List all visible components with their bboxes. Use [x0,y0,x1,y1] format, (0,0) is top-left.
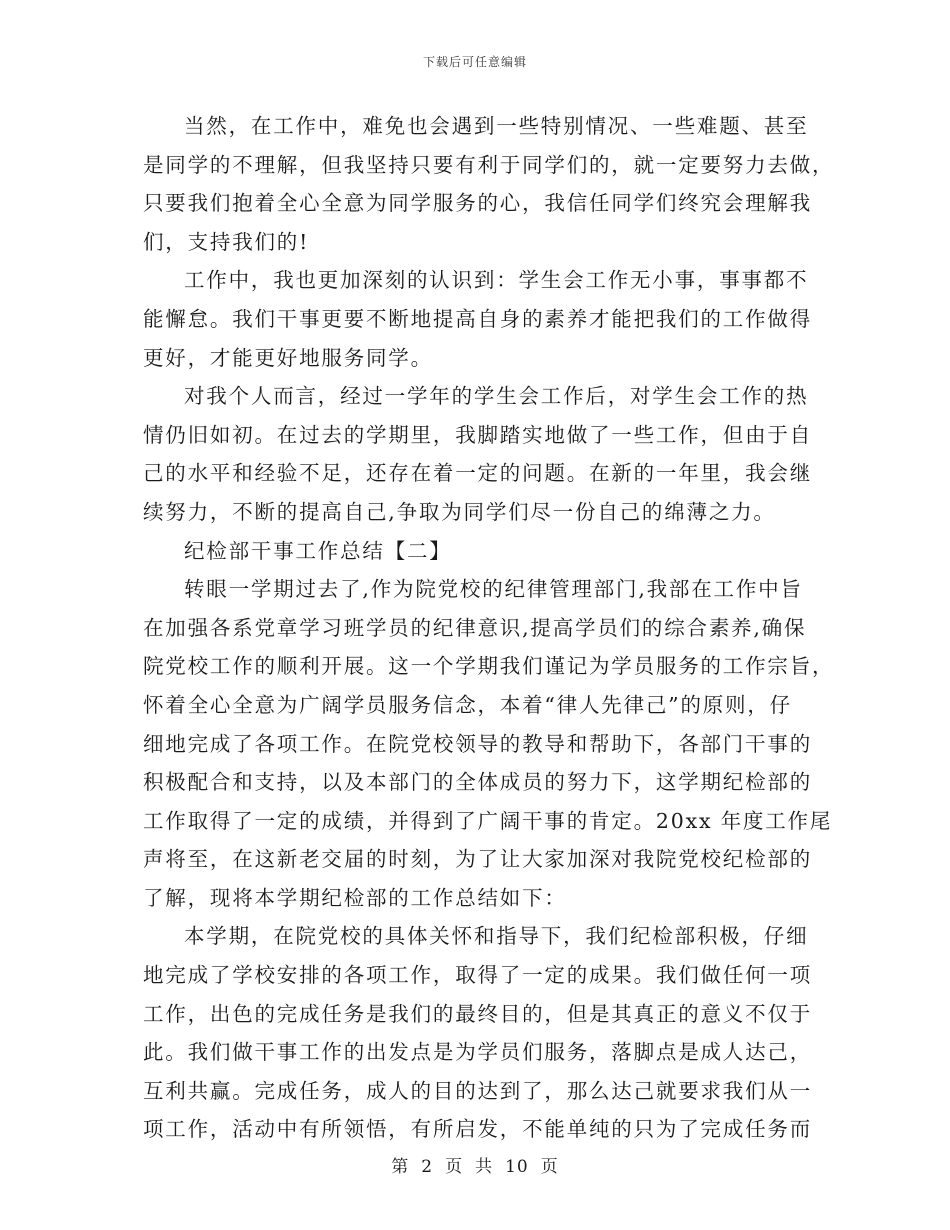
text-line: 当然，在工作中，难免也会遇到一些特别情况、一些难题、甚至 [184,114,809,138]
text-line: 对我个人而言，经过一学年的学生会工作后，对学生会工作的热 [184,384,809,409]
text-line: 己的水平和经验不足，还存在着一定的问题。在新的一年里，我会继 [143,461,812,486]
text-line: 积极配合和支持，以及本部门的全体成员的努力下，这学期纪检部的 [143,770,812,795]
text-line: 了解，现将本学期纪检部的工作总结如下： [143,885,567,910]
text-line: 转眼一学期过去了,作为院党校的纪律管理部门,我部在工作中旨 [184,577,803,602]
text-line: 细地完成了各项工作。在院党校领导的教导和帮助下，各部门干事的 [143,731,812,756]
text-line: 项工作，活动中有所领悟，有所启发，不能单纯的只为了完成任务而 [143,1117,812,1142]
page-footer [0,1152,950,1177]
text-line: 怀着全心全意为广阔学员服务信念，本着“律人先律己”的原则，仔 [143,692,792,717]
text-line: 此。我们做干事工作的出发点是为学员们服务，落脚点是成人达己， [143,1040,812,1065]
paragraph-4 [143,570,835,917]
section-heading-text: 纪检部干事工作总结【二】 [184,538,452,563]
text-line: 声将至，在这新老交届的时刻，为了让大家加深对我院党校纪检部的 [143,847,812,872]
paragraph-1 [143,107,835,261]
text-line: 情仍旧如初。在过去的学期里，我脚踏实地做了一些工作，但由于自 [143,422,812,447]
document-body [143,107,835,1149]
text-line: 们，支持我们的! [143,229,310,254]
text-line: 工作中，我也更加深刻的认识到：学生会工作无小事，事事都不 [184,268,809,293]
text-line: 续努力，不断的提高自己,争取为同学们尽一份自己的绵薄之力。 [143,499,776,524]
footer-page-number: 2 [421,1157,434,1177]
footer-ye: 页 [540,1157,559,1177]
text-line: 在加强各系党章学习班学员的纪律意识,提高学员们的综合素养,确保 [143,615,807,640]
paragraph-5 [143,917,812,1149]
header-note: 下载后可任意编辑 [422,55,527,69]
text-line: 工作，出色的完成任务是我们的最终目的，但是其真正的意义不仅于 [143,1001,812,1026]
text-line: 只要我们抱着全心全意为同学服务的心，我信任同学们终究会理解我 [143,191,812,216]
text-line: 本学期，在院党校的具体关怀和指导下，我们纪检部积极，仔细 [184,924,809,949]
section-heading [143,532,805,571]
footer-ye: 页 [445,1157,464,1177]
text-line: 互利共赢。完成任务，成人的目的达到了，那么达己就要求我们从一 [143,1078,812,1103]
text-line: 院党校工作的顺利开展。这一个学期我们谨记为学员服务的工作宗旨， [143,654,835,679]
text-line: 工作取得了一定的成绩，并得到了广阔干事的肯定。20xx 年度工作尾 [143,808,833,833]
text-line: 是同学的不理解，但我坚持只要有利于同学们的，就一定要努力去做， [143,152,835,177]
footer-total-pages: 10 [505,1157,529,1177]
paragraph-3 [143,377,812,531]
paragraph-2 [143,261,812,377]
footer-di: 第 [391,1157,410,1177]
text-line: 更好，才能更好地服务同学。 [143,345,433,370]
text-line: 地完成了学校安排的各项工作，取得了一定的成果。我们做任何一项 [143,963,812,988]
text-line: 能懈怠。我们干事更要不断地提高自身的素养才能把我们的工作做得 [143,306,812,331]
footer-gong: 共 [475,1157,494,1177]
